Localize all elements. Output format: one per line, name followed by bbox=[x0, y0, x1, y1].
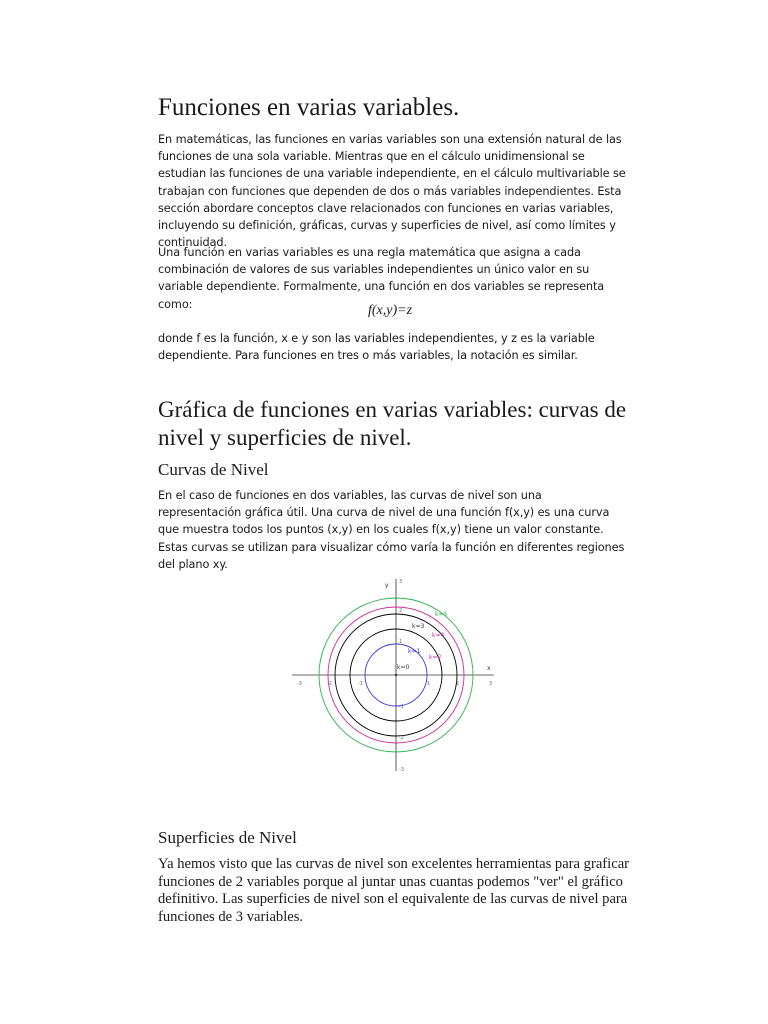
y-tick-label: -2 bbox=[399, 735, 404, 741]
level-label-k0: k=0 bbox=[397, 664, 410, 671]
x-tick-label: -2 bbox=[327, 681, 332, 687]
intro-paragraph: En matemáticas, las funciones en varias variables son una extensión natural de las funciones de una sola variable. Mientras que en el cálculo unidimensional se estudian las funciones de una variable independiente, en el cálculo multivariable se trabajan con funciones que dependen de dos o más variables independientes. Esta sección abordare conceptos clave relacionados con funciones en varias variables, incluyendo su definición, gráficas, curvas y superficies de nivel, así como límites y continuidad. bbox=[158, 133, 626, 250]
y-tick-label: -1 bbox=[399, 704, 404, 710]
page-title: Funciones en varias variables. bbox=[158, 94, 460, 121]
formula-explanation: donde f es la función, x e y son las variables independientes, y z es la variable dependiente. Para funciones en tres o más variables, la notación es similar. bbox=[158, 332, 595, 363]
x-axis-label: x bbox=[487, 665, 491, 672]
superficies-heading: Superficies de Nivel bbox=[158, 828, 297, 847]
x-tick-label: 1 bbox=[427, 681, 431, 687]
formula: f(x,y)=z bbox=[368, 303, 413, 318]
y-tick-label: 1 bbox=[399, 639, 403, 645]
y-tick-label: 3 bbox=[399, 579, 403, 585]
definition-paragraph: Una función en varias variables es una regla matemática que asigna a cada combinación de valores de sus variables independientes un único valor en su variable dependiente. Formalmente, una función en dos variables se representa como: bbox=[158, 246, 605, 311]
y-tick-label: -3 bbox=[399, 767, 404, 773]
y-axis-label: y bbox=[385, 582, 389, 589]
curvas-paragraph: En el caso de funciones en dos variables, las curvas de nivel son una representación gráfica útil. Una curva de nivel de una función f(x,y) es una curva que muestra todos los puntos (x,y) en los cuales f(x,y) tiene un valor constante. Estas curvas se utilizan para visualizar cómo varía la función en diferentes regiones del plano xy. bbox=[158, 489, 625, 571]
x-tick-label: 3 bbox=[489, 681, 493, 687]
x-tick-label: -1 bbox=[358, 681, 363, 687]
x-tick-label: 2 bbox=[456, 681, 460, 687]
superficies-paragraph: Ya hemos visto que las curvas de nivel son excelentes herramientas para graficar funciones de 2 variables porque al juntar unas cuantas podemos "ver" el gráfico definitivo. Las superficies de nivel son el equivalente de las curvas de nivel para funciones de 3 variables. bbox=[158, 856, 630, 925]
x-tick-label: -3 bbox=[297, 681, 302, 687]
curvas-heading: Curvas de Nivel bbox=[158, 460, 269, 479]
level-curves-figure bbox=[288, 575, 498, 775]
level-label-k4: k=4 bbox=[432, 632, 445, 639]
level-label-k1: k=1 bbox=[408, 648, 421, 655]
origin-point bbox=[395, 674, 397, 676]
level-label-k5: k=5 bbox=[435, 611, 448, 618]
level-curves-svg bbox=[288, 575, 498, 775]
section-heading: Gráfica de funciones en varias variables: curvas de nivel y superficies de nivel. bbox=[158, 397, 627, 450]
y-tick-label: 2 bbox=[399, 608, 403, 614]
level-label-k3: k=3 bbox=[412, 623, 425, 630]
level-label-k2: k=2 bbox=[429, 654, 442, 661]
